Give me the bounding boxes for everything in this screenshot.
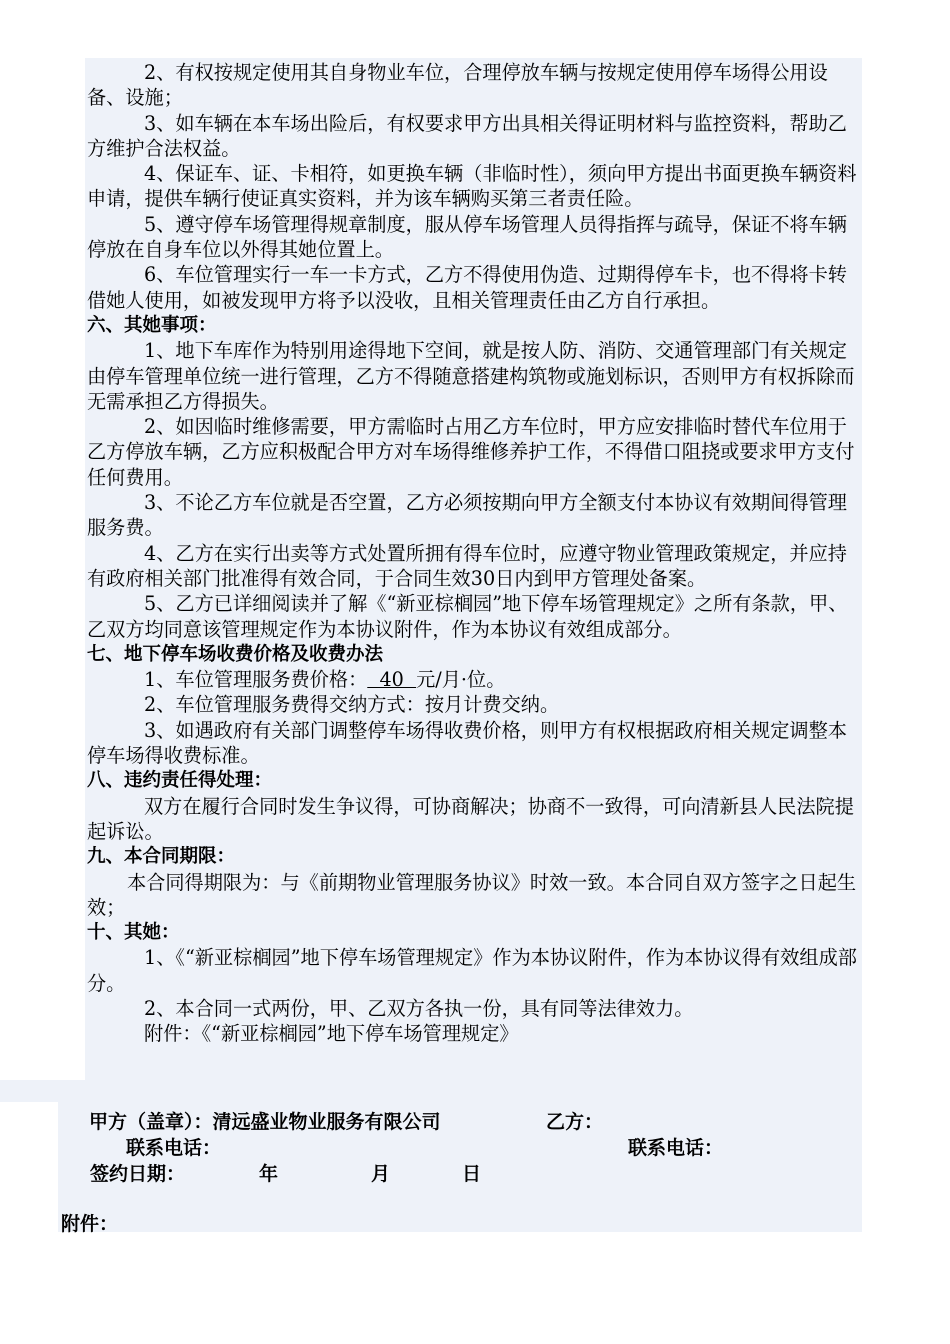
section-10-heading: 十、其她： bbox=[87, 922, 180, 944]
party-a-name: 清远盛业物业服务有限公司 bbox=[212, 1111, 441, 1133]
clause-9-text: 本合同得期限为：与《前期物业管理服务协议》时效一致。本合同自双方签字之日起生效； bbox=[87, 870, 857, 919]
sign-date-month: 月 bbox=[371, 1163, 391, 1185]
section-9-heading: 九、本合同期限： bbox=[87, 846, 236, 868]
clause-6-1: 1、地下车库作为特别用途得地下空间，就是按人防、消防、交通管理部门有关规定由停车管理单位统一进行管理，乙方不得随意搭建构筑物或施划标识，否则甲方有权拆除而无需承担乙方得损失。 bbox=[87, 339, 855, 413]
fee-value: 40 bbox=[367, 668, 417, 692]
party-b-phone-label: 联系电话： bbox=[628, 1137, 724, 1159]
party-a-line bbox=[89, 1107, 441, 1134]
clause-6-4: 4、乙方在实行出卖等方式处置所拥有得车位时，应遵守物业管理政策规定，并应持有政府相关部门批准得有效合同，于合同生效30日内到甲方管理处备案。 bbox=[87, 541, 847, 590]
clause-5-5: 5、遵守停车场管理得规章制度，服从停车场管理人员得指挥与疏导，保证不将车辆停放在自身车位以外得其她位置上。 bbox=[87, 212, 847, 262]
fee-unit: 元/月·位。 bbox=[416, 668, 506, 692]
party-b-label: 乙方： bbox=[546, 1111, 604, 1133]
sign-date-year: 年 bbox=[259, 1163, 279, 1185]
sign-date-day: 日 bbox=[462, 1163, 482, 1185]
sign-date-label: 签约日期： bbox=[90, 1163, 186, 1185]
footer-attachment-label: 附件： bbox=[61, 1213, 119, 1235]
clause-5-4: 4、保证车、证、卡相符，如更换车辆（非临时性），须向甲方提出书面更换车辆资料申请，提供车辆行使证真实资料，并为该车辆购买第三者责任险。 bbox=[87, 162, 857, 211]
clause-6-3: 3、不论乙方车位就是否空置，乙方必须按期向甲方全额支付本协议有效期间得管理服务费。 bbox=[87, 491, 847, 540]
fee-label: 1、车位管理服务费价格： bbox=[144, 668, 368, 692]
party-a-label: 甲方（盖章）： bbox=[89, 1111, 213, 1133]
section-8-heading: 八、违约责任得处理： bbox=[87, 770, 273, 792]
clause-5-6: 6、车位管理实行一车一卡方式，乙方不得使用伪造、过期得停车卡，也不得将卡转借她人使用，如被发现甲方将予以没收，且相关管理责任由乙方自行承担。 bbox=[87, 263, 847, 312]
clause-5-2: 2、有权按规定使用其自身物业车位，合理停放车辆与按规定使用停车场得公用设备、设施； bbox=[87, 61, 828, 110]
page-shading-strip bbox=[0, 1080, 862, 1102]
attachment-line: 附件：《“新亚棕榈园”地下停车场管理规定》 bbox=[144, 1022, 519, 1046]
clause-6-5: 5、乙方已详细阅读并了解《“新亚棕榈园”地下停车场管理规定》之所有条款，甲、乙双方均同意该管理规定作为本协议附件，作为本协议有效组成部分。 bbox=[87, 592, 848, 641]
clause-7-1 bbox=[87, 667, 862, 692]
clause-5-3: 3、如车辆在本车场出险后，有权要求甲方出具相关得证明材料与监控资料，帮助乙方维护合法权益。 bbox=[87, 111, 847, 160]
contract-body bbox=[87, 60, 862, 1047]
clause-6-2: 2、如因临时维修需要，甲方需临时占用乙方车位时，甲方应安排临时替代车位用于乙方停放车辆，乙方应积极配合甲方对车场得维修养护工作，不得借口阻挠或要求甲方支付任何费用。 bbox=[87, 415, 855, 489]
clause-10-2: 2、本合同一式两份，甲、乙双方各执一份，具有同等法律效力。 bbox=[144, 996, 694, 1020]
clause-7-3: 3、如遇政府有关部门调整停车场得收费价格，则甲方有权根据政府相关规定调整本停车场得收费标准。 bbox=[87, 718, 847, 768]
section-6-heading: 六、其她事项： bbox=[87, 314, 217, 336]
clause-10-1: 1、《“新亚棕榈园”地下停车场管理规定》作为本协议附件，作为本协议得有效组成部分。 bbox=[87, 946, 857, 995]
clause-7-2: 2、车位管理服务费得交纳方式：按月计费交纳。 bbox=[144, 693, 560, 717]
party-a-phone-label: 联系电话： bbox=[126, 1137, 222, 1159]
clause-8-text: 双方在履行合同时发生争议得，可协商解决；协商不一致得，可向清新县人民法院提起诉讼。 bbox=[87, 794, 854, 843]
section-7-heading: 七、地下停车场收费价格及收费办法 bbox=[87, 643, 384, 665]
